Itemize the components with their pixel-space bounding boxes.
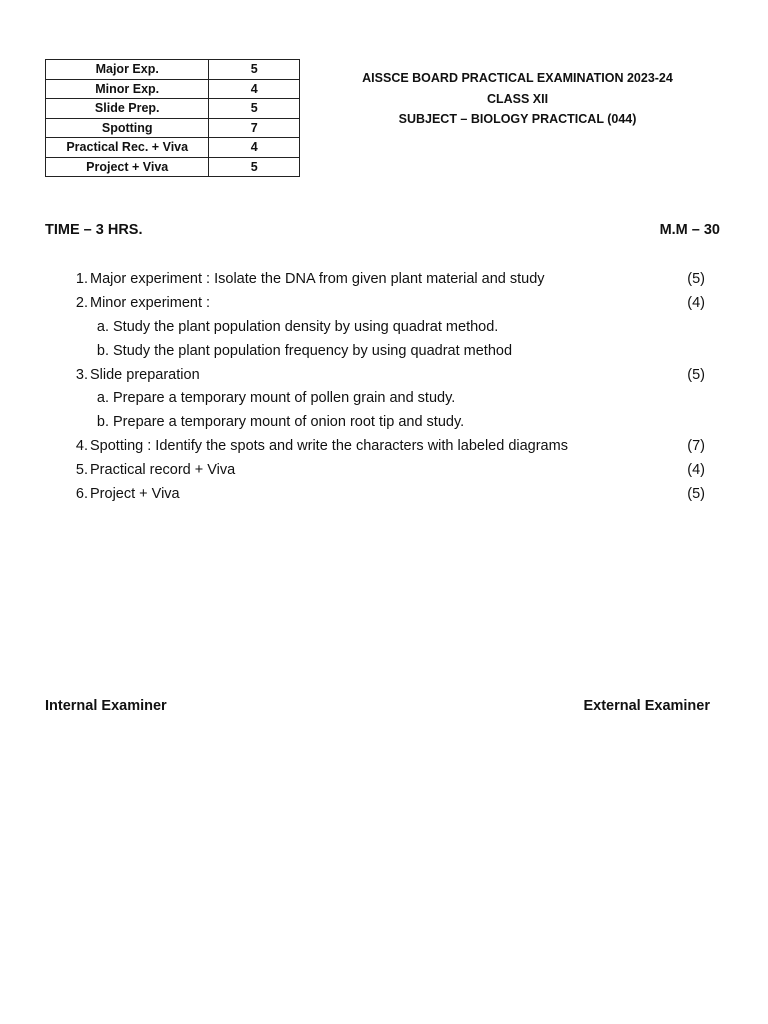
question-text: Major experiment : Isolate the DNA from given plant material and study bbox=[90, 271, 545, 287]
question-number: b. bbox=[96, 414, 109, 431]
question-text: Slide preparation bbox=[90, 366, 200, 383]
sub-question-item bbox=[45, 411, 705, 435]
sub-question-item bbox=[45, 387, 705, 411]
question-item bbox=[45, 483, 705, 507]
class-label: CLASS XII bbox=[486, 91, 549, 106]
question-item bbox=[45, 292, 705, 316]
question-number: 6. bbox=[75, 486, 88, 503]
marks-component-label: Slide Prep. bbox=[46, 99, 209, 119]
question-text: Spotting : Identify the spots and write the characters with labeled diagrams bbox=[90, 438, 568, 455]
question-item bbox=[45, 364, 705, 388]
question-text: Study the plant population frequency by using quadrat method bbox=[113, 342, 513, 359]
max-marks-label: M.M – 30 bbox=[659, 222, 720, 238]
question-text: Prepare a temporary mount of pollen grain and study. bbox=[113, 390, 456, 407]
question-marks: (4) bbox=[687, 294, 705, 311]
sub-question-item bbox=[45, 340, 705, 364]
question-marks: (5) bbox=[687, 271, 705, 287]
question-number: 1. bbox=[75, 271, 88, 287]
question-number: b. bbox=[96, 342, 109, 359]
marks-component-value: 4 bbox=[209, 79, 300, 99]
marks-table-row bbox=[46, 79, 300, 99]
marks-table-row bbox=[46, 99, 300, 119]
marks-component-value: 5 bbox=[209, 157, 300, 177]
question-text: Project + Viva bbox=[90, 486, 180, 503]
marks-component-value: 5 bbox=[209, 99, 300, 119]
marks-component-label: Spotting bbox=[46, 118, 209, 138]
question-marks: (4) bbox=[687, 462, 705, 479]
marks-table-row bbox=[46, 157, 300, 177]
exam-header bbox=[330, 68, 705, 130]
time-label: TIME – 3 HRS. bbox=[45, 222, 143, 238]
question-text: Practical record + Viva bbox=[90, 462, 236, 479]
question-marks: (5) bbox=[687, 486, 705, 503]
exam-title: AISSCE BOARD PRACTICAL EXAMINATION 2023-24 bbox=[362, 71, 673, 85]
question-number: 5. bbox=[75, 462, 88, 479]
marks-component-value: 5 bbox=[209, 60, 300, 80]
marks-distribution-table bbox=[45, 59, 300, 177]
marks-component-label: Practical Rec. + Viva bbox=[46, 138, 209, 158]
marks-component-label: Minor Exp. bbox=[46, 79, 209, 99]
marks-component-value: 4 bbox=[209, 138, 300, 158]
question-number: 4. bbox=[75, 438, 88, 455]
internal-examiner-label: Internal Examiner bbox=[45, 698, 167, 714]
marks-component-label: Major Exp. bbox=[46, 60, 209, 80]
question-number: 2. bbox=[75, 294, 88, 311]
question-item bbox=[45, 435, 705, 459]
marks-table-row bbox=[46, 60, 300, 80]
marks-table-body bbox=[46, 60, 300, 177]
question-marks: (7) bbox=[687, 438, 705, 455]
question-text: Prepare a temporary mount of onion root tip and study. bbox=[113, 414, 465, 431]
question-number: a. bbox=[96, 390, 109, 407]
question-marks: (5) bbox=[687, 366, 705, 383]
question-list bbox=[45, 268, 705, 507]
question-text: Minor experiment : bbox=[90, 294, 211, 311]
subject-label: SUBJECT – BIOLOGY PRACTICAL (044) bbox=[398, 112, 637, 126]
question-item bbox=[45, 268, 705, 292]
question-number: 3. bbox=[75, 366, 88, 383]
sub-question-item bbox=[45, 316, 705, 340]
marks-table-row bbox=[46, 118, 300, 138]
question-number: a. bbox=[96, 318, 109, 335]
question-item bbox=[45, 459, 705, 483]
marks-component-label: Project + Viva bbox=[46, 157, 209, 177]
marks-component-value: 7 bbox=[209, 118, 300, 138]
external-examiner-label: External Examiner bbox=[583, 698, 710, 714]
question-text: Study the plant population density by using quadrat method. bbox=[113, 318, 499, 335]
marks-table-row bbox=[46, 138, 300, 158]
